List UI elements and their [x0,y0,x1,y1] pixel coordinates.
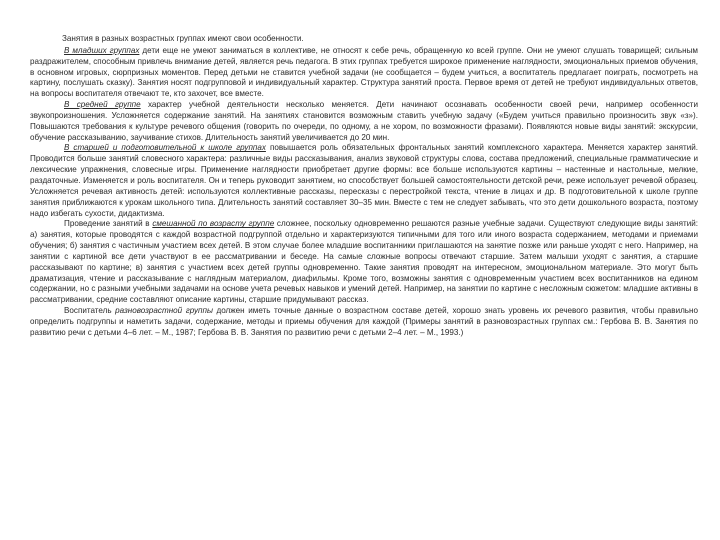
body-multi-age-group: должен иметь точные данные о возрастном составе детей, хорошо знать уровень их речевого развития, чтобы правильно определить подгруппы и наметить задачи, содержание, методы и приемы обучения для каждой (Примеры занятий в разновозрастных группах см.: Гербова В. В. Занятия по развитию речи с детьми 4–6 лет. – М., 1987; Гербова В. В. Занятия по развитию речи с детьми 2–4 лет. – М., 1993.) [30,306,699,337]
emphasis-senior-groups: В старшей и подготовительной к школе группах [64,143,266,153]
paragraph-younger-groups [30,46,698,100]
emphasis-mixed-group: смешанной по возрасту группе [152,219,275,229]
emphasis-multi-age-group: разновозрастной группы [115,306,213,316]
body-middle-group: характер учебной деятельности несколько меняется. Дети начинают осознавать особенности своей речи, например особенности звукопроизношения. Усложняется содержание занятий. На занятиях становится возможным ставить учебную задачу («Будем учиться правильно произносить звук «з»). Повышаются требования к культуре речевого общения (говорить по очереди, по одному, а не хором, по возможности фразами). Появляются новые виды занятий: экскурсии, обучение рассказыванию, заучивание стихов. Длительность занятий увеличивается до 20 мин. [30,100,698,142]
intro-paragraph [30,34,698,45]
emphasis-middle-group: В средней группе [64,100,141,110]
prefix-multi-age-group: Воспитатель [64,306,116,316]
body-senior-groups: повышается роль обязательных фронтальных занятий комплексного характера. Меняется характер занятий. Проводится больше занятий словесного характера: различные виды рассказывания, анализ звуковой структуры слова, состава предложений, специальные грамматические и лексические упражнения, словесные игры. Применение наглядности приобретает другие формы: все больше используются картины – настенные и настольные, мелкие, раздаточные. Изменяется и роль воспитателя. Он и теперь руководит занятием, но способствует большей самостоятельности детской речи, реже использует речевой образец. Усложняется речевая активность детей: используются коллективные рассказы, пересказы с перестройкой текста, чтение в лицах и др. В подготовительной к школе группе занятия приближаются к урокам школьного типа. Длительность занятий составляет 30–35 мин. Вместе с тем не следует забывать, что это дети дошкольного возраста, поэтому надо избегать сухости, дидактизма. [30,143,698,218]
paragraph-mixed-group [30,219,698,306]
prefix-mixed-group: Проведение занятий в [64,219,153,229]
paragraph-middle-group [30,100,698,143]
body-younger-groups: дети еще не умеют заниматься в коллективе, не относят к себе речь, обращенную ко всей группе. Они не умеют слушать товарищей; сильным раздражителем, способным привлечь внимание детей, является речь педагога. В этих группах требуется широкое применение наглядности, эмоциональных приемов обучения, в основном игровых, сюрпризных моментов. Перед детьми не ставится учебной задачи (не сообщается – будем учиться, а воспитатель предлагает поиграть, посмотреть на картину, послушать сказку). Занятия носят подгрупповой и индивидуальный характер. Структура занятий проста. Первое время от детей не требуют индивидуальных ответов, на вопросы воспитателя отвечают те, кто захочет, все вместе. [30,45,698,99]
paragraph-multi-age-group [30,306,698,339]
emphasis-younger-groups: В младших группах [64,45,140,55]
paragraph-senior-groups [30,143,698,219]
body-mixed-group: сложнее, поскольку одновременно решаются разные учебные задачи. Существуют следующие виды занятий: а) занятия, которые проводятся с каждой возрастной подгруппой отдельно и характеризуются типичными для того или иного возраста содержанием, методами и приемами обучения; б) занятия с частичным участием всех детей. В этом случае более младшие воспитанники приглашаются на занятие позже или раньше уходят с него. Например, на занятии с картиной все дети участвуют в ее рассматривании и беседе. На самые сложные вопросы отвечают старшие. Затем малыши уходят с занятия, а старшие рассказывают по картине; в) занятия с участием всех детей группы одновременно. Такие занятия проводят на интересном, эмоциональном материале. Это могут быть драматизация, чтение и рассказывание с наглядным материалом, диафильмы. Кроме того, возможны занятия с одновременным участием всех воспитанников на едином содержании, но с разными учебными задачами на основе учета речевых навыков и умений детей. Например, на занятии по картине с несложным сюжетом: младшие активны в рассматривании, средние составляют описание картины, старшие придумывают рассказ. [30,219,698,305]
intro-text: Занятия в разных возрастных группах имеют свои особенности. [62,34,304,43]
